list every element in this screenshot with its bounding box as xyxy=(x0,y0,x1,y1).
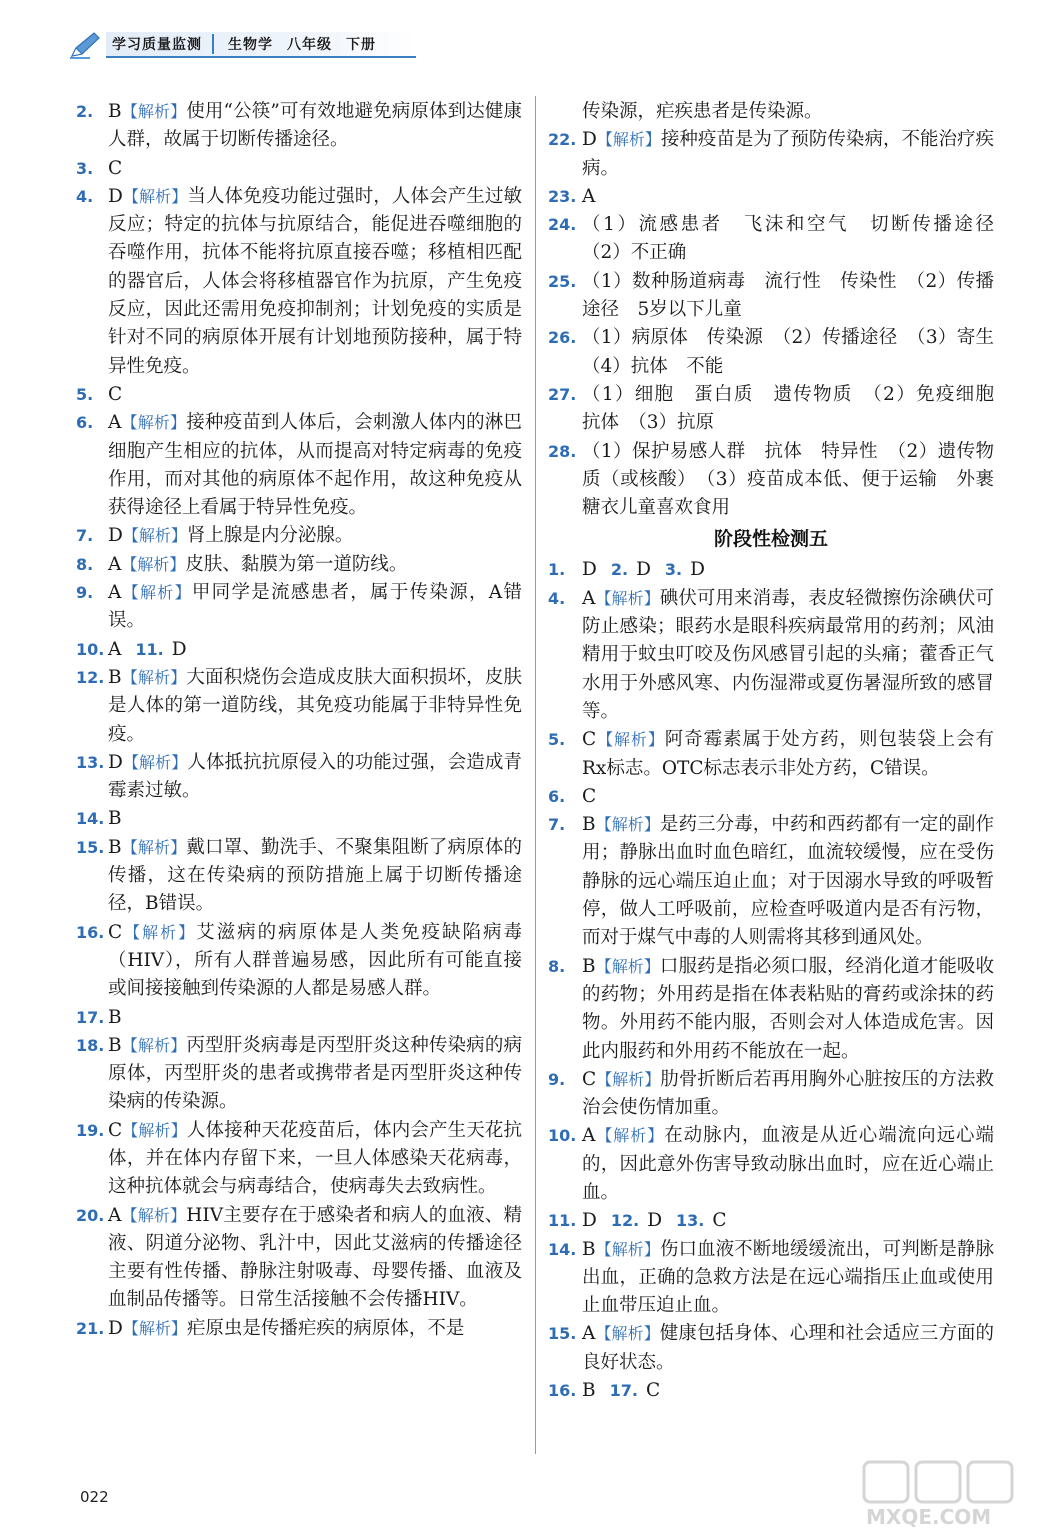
answer-text: 甲同学是流感患者，属于传染源，A错误。 xyxy=(108,582,522,632)
analysis-tag-label: 解析 xyxy=(612,1069,645,1089)
answer-choice: B xyxy=(108,808,122,830)
answer-item xyxy=(548,211,1013,268)
question-number: 21. xyxy=(76,1318,105,1338)
subject-label: 生物学 xyxy=(228,37,273,53)
question-number: 27. xyxy=(548,384,577,404)
question-number: 23. xyxy=(548,186,577,206)
answer-choice: D xyxy=(582,129,597,151)
answer-body xyxy=(108,1315,522,1343)
analysis-tag-label: 解析 xyxy=(137,413,171,433)
analysis-tag-label: 解析 xyxy=(139,583,175,603)
question-number: 25. xyxy=(548,271,577,291)
answer-item xyxy=(548,126,994,183)
watermark-text: MXQE.COM xyxy=(866,1505,992,1529)
analysis-tag: 【解析】 xyxy=(121,667,187,687)
answer-body xyxy=(582,438,994,523)
analysis-tag-label: 解析 xyxy=(137,102,171,121)
answer-item xyxy=(76,1315,522,1343)
analysis-tag: 【解析】 xyxy=(596,130,661,150)
page-header xyxy=(68,30,416,60)
analysis-tag-label: 解析 xyxy=(142,922,179,942)
answer-text: HIV主要存在于感染者和病人的血液、精液、阴道分泌物、乳汁中，因此艾滋病的传播途径主要有性传播、静脉注射吸毒、母婴传播、血液及血制品传播等。日常生活接触不会传播HIV。 xyxy=(108,1204,522,1311)
answer-text: 口服药是指必须口服，经消化道才能吸收的药物；外用药是指在体表粘贴的膏药或涂抹的药物。外用药不能内服，否则会对人体造成危害。因此内服药和外用药不能放在一起。 xyxy=(582,955,994,1062)
question-number: 2. xyxy=(610,560,629,580)
analysis-tag-label: 解析 xyxy=(611,1239,644,1259)
analysis-tag: 【解析】 xyxy=(596,1069,661,1089)
continued-text: 传染源，疟疾患者是传染源。 xyxy=(582,101,823,122)
answer-body xyxy=(108,919,522,1004)
answer-item xyxy=(548,1122,994,1207)
answer-item xyxy=(76,749,522,806)
answer-text: 伤口血液不断地缓缓流出，可判断是静脉出血，正确的急救方法是在远心端指压止血或使用止血带压迫止血。 xyxy=(582,1238,994,1317)
answer-item xyxy=(76,409,522,522)
answer-body xyxy=(108,579,522,636)
analysis-tag: 【解析】 xyxy=(122,752,188,772)
answer-text: 肋骨折断后若再用胸外心脏按压的方法救治会使伤情加重。 xyxy=(582,1068,994,1119)
answer-body xyxy=(582,1207,994,1235)
answer-text: 皮肤、黏膜为第一道防线。 xyxy=(185,553,408,575)
answer-text: 阿奇霉素属于处方药，则包装袋上会有Rx标志。OTC标志表示非处方药，C错误。 xyxy=(582,729,994,779)
question-number: 12. xyxy=(76,667,105,687)
analysis-tag: 【解析】 xyxy=(121,837,187,857)
answer-choice: D xyxy=(582,559,597,581)
answer-item xyxy=(76,834,522,919)
analysis-tag: 【解析】 xyxy=(122,1120,187,1140)
answer-choice: D xyxy=(108,185,123,207)
question-number: 6. xyxy=(76,413,94,433)
answer-item xyxy=(76,664,522,749)
answer-item xyxy=(548,438,994,523)
analysis-tag: 【解析】 xyxy=(595,815,660,835)
answer-item xyxy=(76,551,522,579)
analysis-tag-label: 解析 xyxy=(611,588,644,608)
answer-choice: D xyxy=(647,1210,663,1232)
question-number: 15. xyxy=(76,837,105,857)
analysis-tag-label: 解析 xyxy=(138,1318,171,1338)
answer-choice: D xyxy=(690,559,705,581)
answer-choice: C xyxy=(645,1380,661,1402)
answer-choice: A xyxy=(582,587,596,609)
answer-choice: A xyxy=(108,412,122,434)
answer-item xyxy=(76,522,522,550)
answer-choice: B xyxy=(108,836,122,858)
answer-item xyxy=(548,1320,994,1377)
question-number: 20. xyxy=(76,1205,105,1225)
answer-choice: D xyxy=(108,751,123,773)
pen-icon xyxy=(68,30,102,60)
question-number: 11. xyxy=(548,1211,577,1231)
answer-body xyxy=(108,749,522,806)
answer-text: 使用“公筷”可有效地避免病原体到达健康人群，故属于切断传播途径。 xyxy=(108,101,522,151)
answer-body xyxy=(108,834,522,919)
question-number: 8. xyxy=(548,956,566,976)
answer-choice: C xyxy=(108,1119,123,1141)
answer-text: 戴口罩、勤洗手、不聚集阻断了病原体的传播，这在传染病的预防措施上属于切断传播途径，B错误。 xyxy=(108,836,522,915)
analysis-tag-label: 解析 xyxy=(139,752,172,772)
answer-body xyxy=(582,783,994,811)
analysis-tag-label: 解析 xyxy=(138,1120,171,1140)
answer-choice: D xyxy=(171,638,187,660)
question-number: 12. xyxy=(610,1211,640,1231)
section-title: 阶段性检测五 xyxy=(713,528,828,551)
analysis-tag-label: 解析 xyxy=(137,1035,171,1055)
answer-text: 人体接种天花疫苗后，体内会产生天花抗体，并在体内存留下来，一旦人体感染天花病毒，这种抗体就会与病毒结合，使病毒失去致病性。 xyxy=(108,1119,522,1198)
answer-item xyxy=(548,556,994,584)
answer-item xyxy=(548,1236,994,1321)
left-column xyxy=(76,98,522,1343)
answer-choice: B xyxy=(582,955,596,977)
analysis-tag-label: 解析 xyxy=(138,526,171,546)
answer-text: 碘伏可用来消毒，表皮轻微擦伤涂碘伏可防止感染；眼药水是眼科疾病最常用的药剂；风油精用于蚊虫叮咬及伤风感冒引起的头痛；藿香正气水用于外感风寒、内伤湿滞或夏伤暑湿所致的感冒等。 xyxy=(582,587,994,722)
answer-text: （1）流感患者 飞沫和空气 切断传播途径 （2）不正确 xyxy=(582,214,1013,264)
answer-text: （1）保护易感人群 抗体 特异性 （2）遗传物质（或核酸） （3）疫苗成本低、便于运输 外裹糖衣儿童喜欢食用 xyxy=(582,440,994,519)
answer-list-a xyxy=(548,126,1013,522)
header-bar xyxy=(106,32,416,58)
question-number: 11. xyxy=(135,639,164,659)
question-number: 2. xyxy=(76,102,94,121)
answer-item xyxy=(548,1066,994,1123)
answer-item xyxy=(76,98,522,155)
answer-choice: A xyxy=(108,638,122,660)
answer-body xyxy=(108,522,522,550)
answer-body xyxy=(582,953,994,1066)
answer-body xyxy=(582,324,1013,381)
question-number: 13. xyxy=(76,752,105,772)
answer-choice: A xyxy=(108,1204,122,1226)
answer-item xyxy=(548,381,1013,438)
answer-text: 是药三分毒，中药和西药都有一定的副作用；静脉出血时血色暗红，血流较缓慢，应在受伤静脉的远心端压迫止血；对于因溺水导致的呼吸暂停，做人工呼吸前，应检查呼吸道内是否有污物，而对于煤气中毒的人则需将其移到通风处。 xyxy=(582,814,994,949)
answer-choice: D xyxy=(582,1210,597,1232)
question-number: 18. xyxy=(76,1035,105,1055)
answer-item xyxy=(76,805,522,833)
answer-item xyxy=(548,953,994,1066)
question-number: 22. xyxy=(548,130,577,150)
volume-label: 下册 xyxy=(346,37,376,53)
answer-choice: A xyxy=(108,553,122,575)
question-number: 17. xyxy=(76,1007,105,1027)
answer-choice: A xyxy=(582,1323,596,1345)
answer-item xyxy=(548,268,994,325)
answer-choice: C xyxy=(108,383,123,405)
question-number: 5. xyxy=(76,384,94,404)
answer-body xyxy=(582,811,994,952)
question-number: 10. xyxy=(548,1126,577,1146)
answer-body xyxy=(582,211,1013,268)
question-number: 7. xyxy=(548,815,566,835)
analysis-tag: 【解析】 xyxy=(596,730,665,750)
question-number: 4. xyxy=(548,588,566,608)
analysis-tag: 【解析】 xyxy=(121,583,192,603)
answer-choice: C xyxy=(582,785,597,807)
analysis-tag: 【解析】 xyxy=(595,588,660,608)
answer-body xyxy=(108,551,522,579)
answer-text: 肾上腺是内分泌腺。 xyxy=(186,525,354,547)
answer-text: 人体抵抗抗原侵入的功能过强，会造成青霉素过敏。 xyxy=(108,751,522,802)
answer-item xyxy=(76,381,522,409)
answer-body xyxy=(582,1320,994,1377)
answer-body xyxy=(108,1202,522,1315)
question-number: 24. xyxy=(548,215,577,235)
answer-body xyxy=(108,98,522,155)
question-number: 9. xyxy=(76,583,94,603)
answer-body xyxy=(108,1004,522,1032)
column-divider xyxy=(535,96,536,1454)
analysis-tag-label: 解析 xyxy=(137,554,170,574)
answer-text: 大面积烧伤会造成皮肤大面积损坏，皮肤是人体的第一道防线，其免疫功能属于非特异性免疫。 xyxy=(108,666,522,745)
answer-text: 当人体免疫功能过强时，人体会产生过敏反应；特定的抗体与抗原结合，能促进吞噬细胞的吞噬作用，抗体不能将抗原直接吞噬；移植相匹配的器官后，人体会将移植器官作为抗原，产生免疫反应，因此还需用免疫抑制剂；计划免疫的实质是针对不同的病原体开展有计划地预防接种，属于特异性免疫。 xyxy=(108,185,522,377)
analysis-tag: 【解析】 xyxy=(122,1318,187,1338)
answer-item xyxy=(76,155,522,183)
answer-item xyxy=(76,1032,522,1117)
answer-body xyxy=(582,1377,994,1405)
question-number: 5. xyxy=(548,730,566,750)
answer-text: （1）病原体 传染源 （2）传播途径 （3）寄生 （4）抗体 不能 xyxy=(582,327,1013,377)
answer-item xyxy=(76,579,522,636)
question-number: 9. xyxy=(548,1069,566,1089)
question-number: 13. xyxy=(676,1211,705,1231)
question-number: 6. xyxy=(548,786,566,806)
answer-choice: D xyxy=(108,525,123,547)
answer-item xyxy=(548,726,994,783)
answer-text: 艾滋病的病原体是人类免疫缺陷病毒（HIV），所有人群普遍易感，因此所有可能直接或间接接触到传染源的人都是易感人群。 xyxy=(108,921,522,1000)
analysis-tag: 【解析】 xyxy=(121,554,186,574)
answer-item xyxy=(76,1202,522,1315)
answer-item xyxy=(76,1117,522,1202)
answer-body xyxy=(582,183,994,211)
analysis-tag: 【解析】 xyxy=(595,1239,660,1259)
page-number: 022 xyxy=(80,1488,109,1506)
answer-item xyxy=(548,183,994,211)
answer-body xyxy=(108,1117,522,1202)
question-number: 7. xyxy=(76,526,94,546)
answer-text: 疟原虫是传播疟疾的病原体，不是 xyxy=(186,1317,465,1339)
answer-body xyxy=(582,381,1013,438)
analysis-tag-label: 解析 xyxy=(139,186,172,206)
analysis-tag-label: 解析 xyxy=(611,956,644,976)
answer-body xyxy=(108,381,522,409)
analysis-tag: 【解析】 xyxy=(121,1035,187,1055)
answer-body xyxy=(582,268,994,325)
analysis-tag: 【解析】 xyxy=(122,922,197,942)
answer-choice: A xyxy=(582,1125,596,1147)
answer-choice: B xyxy=(108,666,122,688)
analysis-tag-label: 解析 xyxy=(137,667,171,687)
brand-title: 学习质量监测 xyxy=(106,34,214,54)
question-number: 19. xyxy=(76,1120,105,1140)
answer-seal-watermark xyxy=(858,1458,1038,1530)
answer-choice: B xyxy=(582,1380,596,1402)
answer-choice: C xyxy=(712,1210,727,1232)
answer-choice: C xyxy=(108,921,123,943)
analysis-tag: 【解析】 xyxy=(122,526,187,546)
answer-body xyxy=(582,126,994,183)
analysis-tag-label: 解析 xyxy=(137,837,171,857)
analysis-tag-label: 解析 xyxy=(614,730,648,750)
analysis-tag-label: 解析 xyxy=(612,130,645,150)
answer-item xyxy=(548,1207,994,1235)
question-number: 16. xyxy=(548,1381,577,1401)
answer-choice: C xyxy=(582,729,597,751)
answer-choice: D xyxy=(636,559,651,581)
question-number: 28. xyxy=(548,441,577,461)
analysis-tag: 【解析】 xyxy=(122,186,188,206)
question-number: 26. xyxy=(548,328,577,348)
analysis-tag-label: 解析 xyxy=(613,1126,648,1146)
answer-choice: D xyxy=(108,1317,123,1339)
question-number: 10. xyxy=(76,639,105,659)
analysis-tag: 【解析】 xyxy=(595,956,660,976)
answer-body xyxy=(108,664,522,749)
answer-text: 健康包括身体、心理和社会适应三方面的良好状态。 xyxy=(582,1323,994,1373)
answer-body xyxy=(582,556,994,584)
answer-item xyxy=(548,811,994,952)
answer-item xyxy=(548,585,994,726)
answer-choice: C xyxy=(582,1068,597,1090)
answer-choice: B xyxy=(582,1238,596,1260)
answer-choice: B xyxy=(108,1006,122,1028)
answer-body xyxy=(108,409,522,522)
answer-body xyxy=(582,726,994,783)
answer-item xyxy=(76,1004,522,1032)
analysis-tag: 【解析】 xyxy=(595,1126,665,1146)
analysis-tag-label: 解析 xyxy=(611,1324,644,1344)
grade-label: 八年级 xyxy=(287,37,332,53)
answer-item xyxy=(76,919,522,1004)
question-number: 14. xyxy=(76,809,105,829)
question-number: 16. xyxy=(76,922,105,942)
answer-body xyxy=(108,636,522,664)
answer-body xyxy=(108,155,522,183)
question-number: 1. xyxy=(548,560,566,580)
answer-list-b xyxy=(548,556,994,1405)
answer-item xyxy=(548,783,994,811)
analysis-tag-label: 解析 xyxy=(611,815,644,835)
analysis-tag: 【解析】 xyxy=(121,413,187,433)
answer-item xyxy=(548,324,1013,381)
answer-item xyxy=(548,1377,994,1405)
answer-text: 接种疫苗是为了预防传染病，不能治疗疾病。 xyxy=(582,129,994,179)
answer-body xyxy=(582,1122,994,1207)
answer-choice: B xyxy=(108,1034,122,1056)
answer-body xyxy=(582,1066,994,1123)
answer-body xyxy=(108,1032,522,1117)
answer-choice: B xyxy=(582,814,596,836)
analysis-tag: 【解析】 xyxy=(121,102,187,121)
answer-choice: B xyxy=(108,101,122,122)
analysis-tag: 【解析】 xyxy=(121,1205,187,1225)
answer-body xyxy=(582,585,994,726)
answer-body xyxy=(582,1236,994,1321)
answer-text: （1）数种肠道病毒 流行性 传染性 （2）传播途径 5岁以下儿童 xyxy=(582,270,994,321)
answer-body xyxy=(108,183,522,381)
question-number: 14. xyxy=(548,1239,577,1259)
answer-item xyxy=(76,183,522,381)
analysis-tag-label: 解析 xyxy=(137,1205,171,1225)
answer-text: 接种疫苗到人体后，会刺激人体内的淋巴细胞产生相应的抗体，从而提高对特定病毒的免疫作用，而对其他的病原体不起作用，故这种免疫从获得途径上看属于特异性免疫。 xyxy=(108,412,522,519)
question-number: 17. xyxy=(609,1381,638,1401)
question-number: 4. xyxy=(76,186,94,206)
question-number: 3. xyxy=(76,158,94,178)
answer-text: （1）细胞 蛋白质 遗传物质 （2）免疫细胞 抗体 （3）抗原 xyxy=(582,383,1013,434)
question-number: 15. xyxy=(548,1324,577,1344)
answer-choice: A xyxy=(108,582,122,604)
answer-text: 在动脉内，血液是从近心端流向远心端的，因此意外伤害导致动脉出血时，应在近心端止血。 xyxy=(582,1125,994,1203)
answer-body xyxy=(108,805,522,833)
question-number: 3. xyxy=(664,560,683,580)
question-number: 8. xyxy=(76,554,94,574)
answer-text: 丙型肝炎病毒是丙型肝炎这种传染病的病原体，丙型肝炎的患者或携带者是丙型肝炎这种传染病的传染源。 xyxy=(108,1034,522,1113)
answer-choice: C xyxy=(108,157,123,179)
right-column xyxy=(548,98,1013,1405)
answer-choice: A xyxy=(582,185,596,207)
answer-item xyxy=(76,636,522,664)
analysis-tag: 【解析】 xyxy=(595,1324,660,1344)
